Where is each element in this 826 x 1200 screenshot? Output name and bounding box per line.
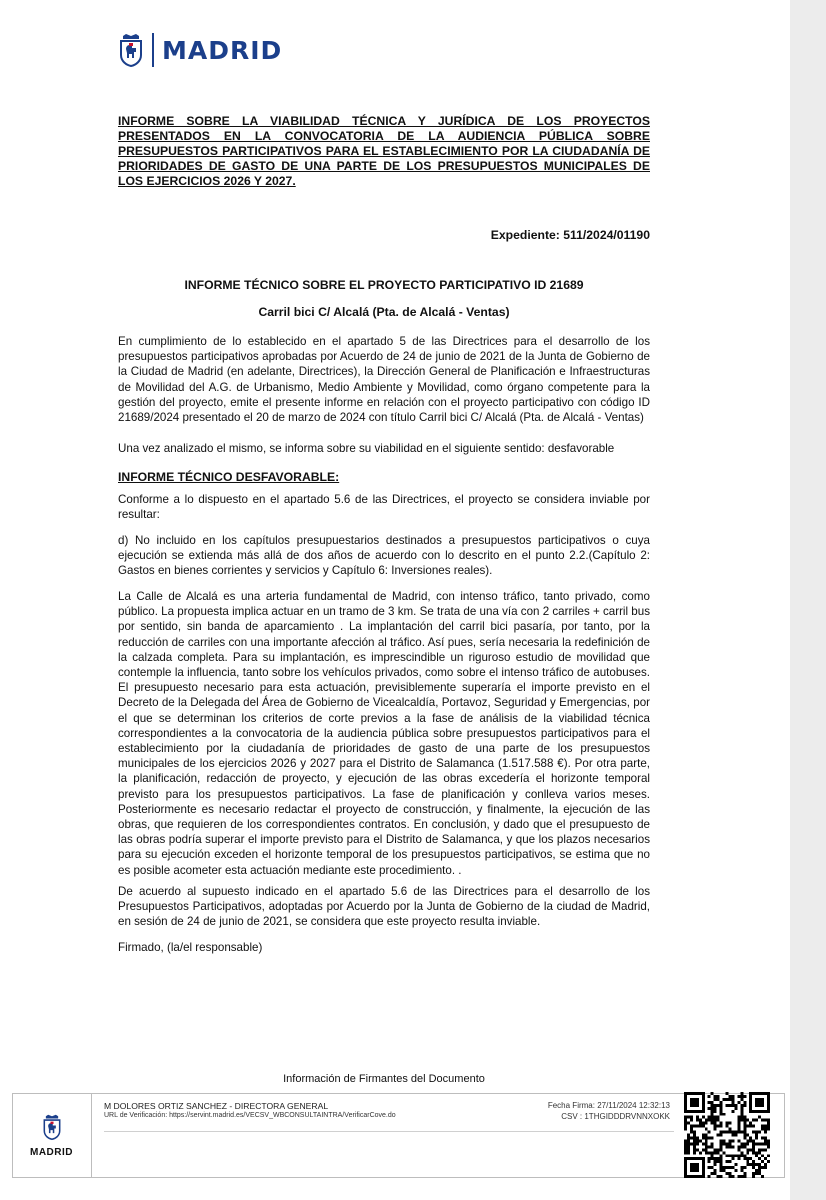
paragraph-conclusion: De acuerdo al supuesto indicado en el apartado 5.6 de las Directrices para el desarrollo de los Presupuestos Participativos, adoptadas por Acuerdo por la Junta de Gobierno de la ciudad de Madrid, en sesión de 24 de junio de 2021, se considera que este proyecto resulta inviable. — [118, 885, 650, 929]
logo-wordmark: MADRID — [162, 35, 283, 65]
madrid-crest-icon — [118, 33, 144, 67]
paragraph-verdict: Una vez analizado el mismo, se informa sobre su viabilidad en el siguiente sentido: desfavorable — [118, 442, 615, 455]
section-heading-desfavorable: INFORME TÉCNICO DESFAVORABLE: — [118, 470, 340, 484]
expediente-number: Expediente: 511/2024/01190 — [490, 228, 650, 242]
paragraph-criterio-d: d) No incluido en los capítulos presupuestarios destinados a presupuestos participativos o cuya ejecución se extienda más allá de dos años de acuerdo con lo descrito en el punto 2.2.(Capítulo 2: Gastos en bienes corrientes y servicios y Capítulo 6: Inversiones reales). — [118, 534, 650, 578]
signer-name: M DOLORES ORTIZ SANCHEZ - DIRECTORA GENERAL — [104, 1101, 329, 1111]
signature-date: Fecha Firma: 27/11/2024 12:32:13 — [547, 1101, 670, 1110]
madrid-crest-icon — [42, 1113, 62, 1141]
verification-url[interactable]: URL de Verificación: https://servint.madrid.es/VECSV_WBCONSULTAINTRA/VerificarCove.do — [104, 1112, 396, 1119]
technical-report-title: INFORME TÉCNICO SOBRE EL PROYECTO PARTICIPATIVO ID 21689 — [184, 278, 584, 292]
paragraph-justificacion: La Calle de Alcalá es una arteria fundamental de Madrid, con intenso tráfico, tanto privado, como público. La propuesta implica actuar en un tramo de 3 km. Se trata de una vía con 2 carriles + carril bus por sentido, sin banda de aparcamiento . La implantación del carril bici pasaría, por tanto, por la reducción de carriles con una importante afección al tráfico. Así pues, sería necesaria la redefinición de la calzada completa. Para su implantación, es imprescindible un riguroso estudio de movilidad que contemple la influencia, tanto sobre los vehículos privados, como sobre el intenso tráfico de autobuses. El presupuesto necesario para esta actuación, previsiblemente superaría el importe previsto en el Decreto de la Delegada del Área de Gobierno de Vicealcaldía, Portavoz, Seguridad y Emergencias, por el que se determinan los criterios de corte previos a la fase de análisis de la viabilidad técnica correspondientes a la convocatoria de la audiencia pública sobre presupuestos participativos para el establecimiento por la ciudadanía de prioridades de gasto de una parte de los presupuestos municipales de los ejercicios 2026 y 2027 para el Distrito de Salamanca (1.517.588 €). Por otra parte, la planificación, redacción de proyecto, y ejecución de las obras excedería el horizonte temporal previsto para los presupuestos participativos. La fase de planificación y conlleva varios meses. Posteriormente es necesario redactar el proyecto de construcción, y finalmente, la ejecución de las obras, que requieren de los correspondientes contratos. En conclusión, y dado que el presupuesto de las obras podría superar el importe previsto para el Distrito de Salamanca, y que los plazos necesarios para su ejecución exceden el horizonte temporal de los presupuestos participativos, se estima que no es posible acometer esta actuación mediante este procedimiento. . — [118, 590, 650, 877]
footer-logo-wordmark: MADRID — [30, 1147, 73, 1158]
signature-line: Firmado, (la/el responsable) — [118, 941, 263, 954]
logo-divider — [152, 33, 154, 67]
csv-code: CSV : 1THGIDDDRVNNXOKK — [561, 1112, 670, 1121]
footer-logo — [12, 1093, 92, 1178]
qr-code-icon — [684, 1092, 770, 1178]
signer-info — [104, 1101, 674, 1132]
paragraph-intro: En cumplimiento de lo establecido en el apartado 5 de las Directrices para el desarrollo de los presupuestos participativos aprobadas por Acuerdo de 24 de junio de 2021 de la Junta de Gobierno de la Ciudad de Madrid (en adelante, Directrices), la Dirección General de Planificación e Infraestructuras de Movilidad del A.G. de Urbanismo, Medio Ambiente y Movilidad, como órgano competente para la gestión del proyecto, emite el presente informe en relación con el proyecto participativo con código ID 21689/2024 presentado el 20 de marzo de 2024 con título Carril bici C/ Alcalá (Pta. de Alcalá - Ventas) — [118, 335, 650, 425]
firmantes-title: Información de Firmantes del Documento — [283, 1073, 485, 1085]
project-title: Carril bici C/ Alcalá (Pta. de Alcalá - Ventas) — [258, 305, 510, 319]
viewer-margin-strip — [790, 0, 826, 1200]
madrid-logo — [118, 32, 282, 68]
paragraph-conforme: Conforme a lo dispuesto en el apartado 5.6 de las Directrices, el proyecto se considera inviable por resultar: — [118, 493, 650, 522]
document-title: INFORME SOBRE LA VIABILIDAD TÉCNICA Y JURÍDICA DE LOS PROYECTOS PRESENTADOS EN LA CONVOCATORIA DE LA AUDIENCIA PÚBLICA SOBRE PRESUPUESTOS PARTICIPATIVOS PARA EL ESTABLECIMIENTO POR LA CIUDADANÍA DE PRIORIDADES DE GASTO DE UNA PARTE DE LOS PRESUPUESTOS MUNICIPALES DE LOS EJERCICIOS 2026 Y 2027. — [118, 114, 650, 188]
